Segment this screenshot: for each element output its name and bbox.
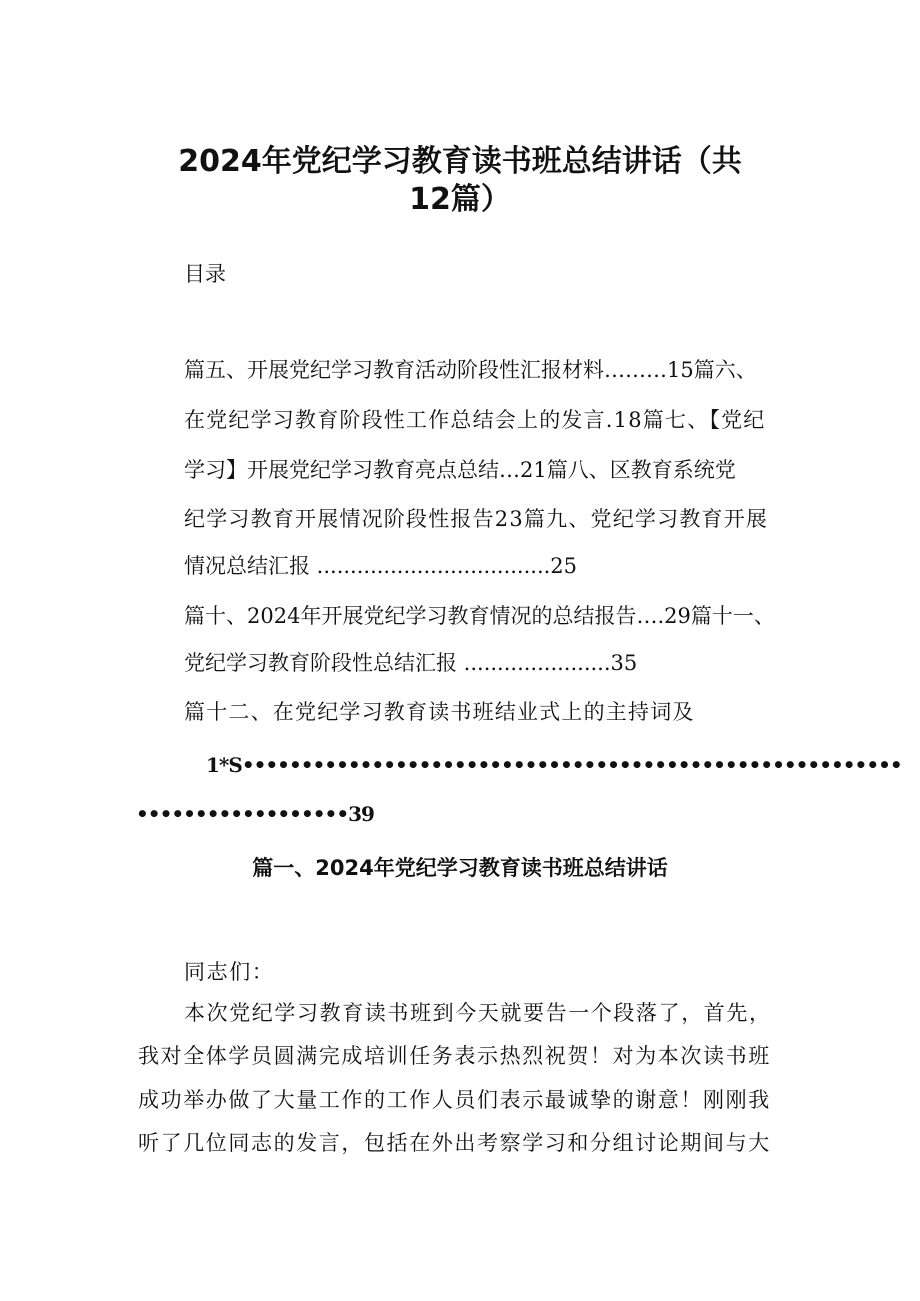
toc-line-dots: 1*S•••••••••••••••••••••••••••••••••••••••••••••••••••••••• (206, 753, 902, 777)
body-paragraph-line: 听了几位同志的发言，包括在外出考察学习和分组讨论期间与大 (138, 1131, 771, 1155)
toc-heading: 目录 (184, 262, 226, 286)
body-paragraph-line: 我对全体学员圆满完成培训任务表示热烈祝贺！对为本次读书班 (138, 1044, 771, 1068)
document-title-line-1: 2024年党纪学习教育读书班总结讲话（共 (178, 144, 742, 179)
toc-line: 篇十二、在党纪学习教育读书班结业式上的主持词及 (184, 700, 695, 724)
toc-line: 在党纪学习教育阶段性工作总结会上的发言.18篇七、【党纪 (184, 408, 766, 432)
toc-line: 篇五、开展党纪学习教育活动阶段性汇报材料………15篇六、 (184, 358, 757, 382)
toc-line: 党纪学习教育阶段性总结汇报 ......................35 (184, 651, 638, 675)
toc-line: 情况总结汇报 ...................................25 (184, 554, 578, 578)
section-heading: 篇一、2024年党纪学习教育读书班总结讲话 (252, 856, 668, 880)
toc-line: 学习】开展党纪学习教育亮点总结…21篇八、区教育系统党 (184, 458, 736, 482)
toc-line: 篇十、2024年开展党纪学习教育情况的总结报告….29篇十一、 (184, 604, 775, 628)
toc-line-dots: ••••••••••••••••••39 (136, 802, 374, 826)
body-paragraph-line: 本次党纪学习教育读书班到今天就要告一个段落了，首先， (184, 1001, 772, 1025)
body-paragraph-line: 成功举办做了大量工作的工作人员们表示最诚挚的谢意！刚刚我 (138, 1088, 771, 1112)
greeting: 同志们： (184, 960, 275, 984)
toc-line: 纪学习教育开展情况阶段性报告23篇九、党纪学习教育开展 (184, 507, 769, 531)
document-title-line-2: 12篇） (409, 182, 511, 217)
